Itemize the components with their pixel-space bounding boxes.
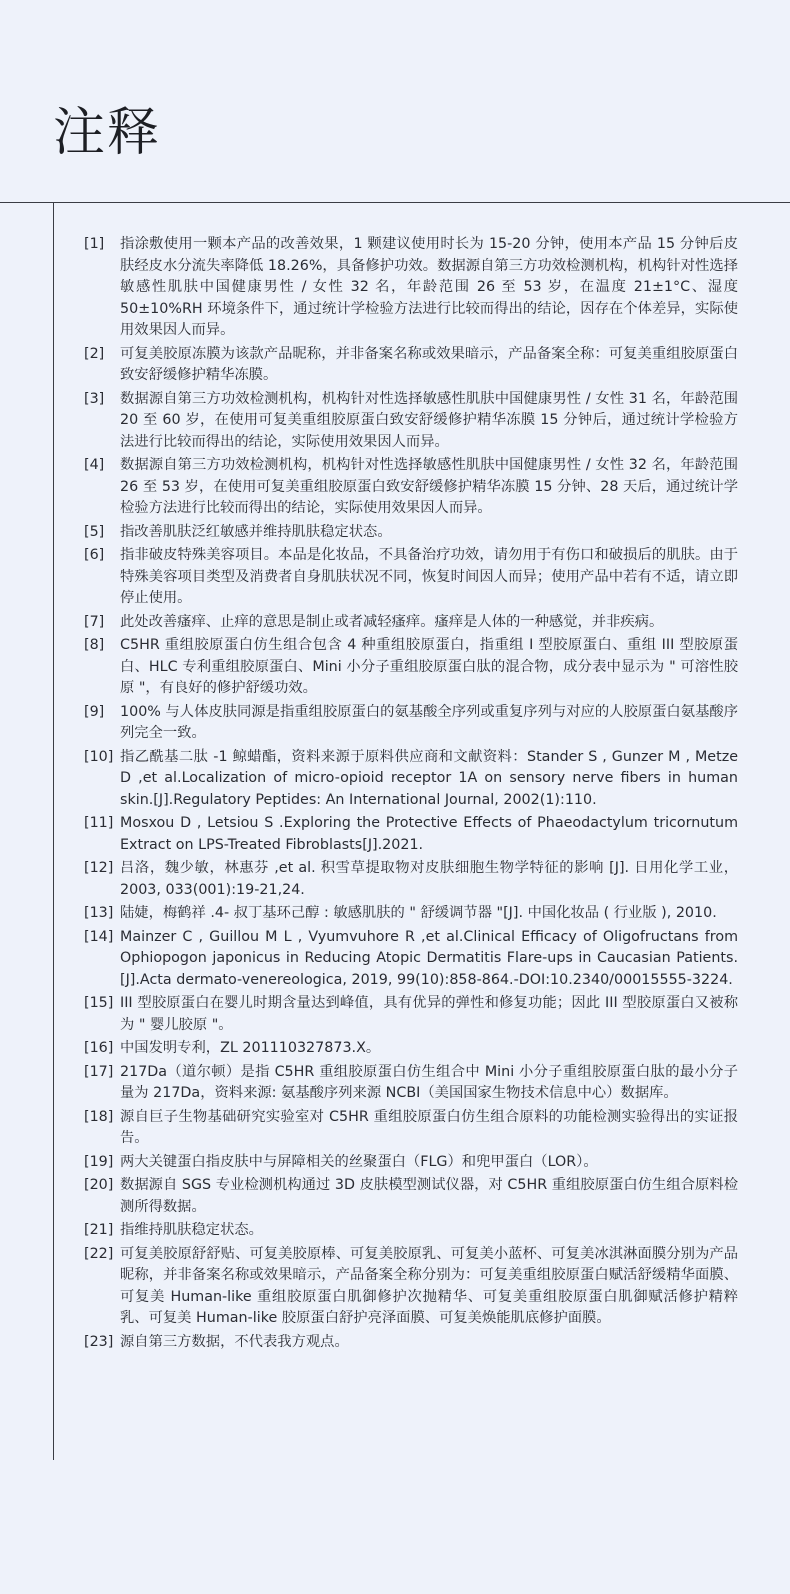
note-number: [8]: [84, 637, 105, 653]
horizontal-divider: [0, 202, 790, 203]
note-text: 指非破皮特殊美容项目。本品是化妆品，不具备治疗功效，请勿用于有伤口和破损后的肌肤。由于特殊美容项目类型及消费者自身肌肤状况不同，恢复时间因人而异；使用产品中若有不适，请立即停止使用。: [120, 547, 738, 606]
note-number: [19]: [84, 1153, 114, 1170]
note-number: [12]: [84, 860, 114, 876]
notes-list: [84, 234, 738, 1355]
note-text: 数据源自 SGS 专业检测机构通过 3D 皮肤模型测试仪器，对 C5HR 重组胶原蛋白仿生组合原料检测所得数据。: [120, 1177, 738, 1215]
note-text: 217Da（道尔顿）是指 C5HR 重组胶原蛋白仿生组合中 Mini 小分子重组胶原蛋白肽的最小分子量为 217Da，资料来源: 氨基酸序列来源 NCBI（美国国家生物技术信息中心）数据库。: [120, 1063, 738, 1101]
note-text: III 型胶原蛋白在婴儿时期含量达到峰值，具有优异的弹性和修复功能；因此 III 型胶原蛋白又被称为 " 婴儿胶原 "。: [120, 995, 738, 1033]
note-text: 指改善肌肤泛红敏感并维持肌肤稳定状态。: [120, 523, 392, 540]
note-number: [23]: [84, 1333, 114, 1350]
note-item: [84, 1107, 738, 1150]
note-text: Mosxou D , Letsiou S .Exploring the Protective Effects of Phaeodactylum tricornutum Extract on LPS-Treated Fibroblasts[J].2021.: [120, 815, 738, 853]
note-item: [84, 344, 738, 387]
note-text: Mainzer C , Guillou M L , Vyumvuhore R ,et al.Clinical Efficacy of Oligofructans from Ophiopogon japonicus in Reducing Atopic Dermatitis Flare-ups in Caucasian Patients.[J].Acta dermato-venereologica, 2019, 99(10):858-864.-DOI:10.2340/00015555-3224.: [120, 928, 738, 988]
note-item: [84, 1244, 738, 1330]
note-number: [16]: [84, 1040, 114, 1056]
note-item: [84, 1152, 738, 1174]
note-item: [84, 1175, 738, 1218]
note-number: [15]: [84, 995, 114, 1011]
note-text: 指维持肌肤稳定状态。: [120, 1222, 263, 1238]
note-text: 数据源自第三方功效检测机构，机构针对性选择敏感性肌肤中国健康男性 / 女性 32 名，年龄范围 26 至 53 岁，在使用可复美重组胶原蛋白致安舒缓修护精华冻膜 15 分钟、28 天后，通过统计学检验方法进行比较而得出的结论，实际使用效果因人而异。: [120, 457, 738, 516]
note-text: 吕洛，魏少敏，林惠芬 ,et al. 积雪草提取物对皮肤细胞生物学特征的影响 [J]. 日用化学工业，2003, 033(001):19-21,24.: [120, 860, 738, 898]
note-text: 指乙酰基二肽 -1 鲸蜡酯，资料来源于原料供应商和文献资料：Stander S , Gunzer M , Metze D ,et al.Localization of micro-opioid receptor 1A on sensory nerve fibers in human skin.[J].Regulatory Peptides: An International Journal, 2002(1):110.: [120, 748, 738, 808]
note-item: [84, 1038, 738, 1060]
note-item: [84, 702, 738, 745]
note-item: [84, 389, 738, 454]
note-text: 此处改善瘙痒、止痒的意思是制止或者减轻瘙痒。瘙痒是人体的一种感觉，并非疾病。: [120, 613, 664, 630]
note-number: [3]: [84, 390, 105, 407]
note-number: [22]: [84, 1245, 114, 1262]
note-item: [84, 1332, 738, 1354]
note-item: [84, 858, 738, 901]
note-item: [84, 1220, 738, 1242]
note-text: 中国发明专利，ZL 201110327873.X。: [120, 1040, 381, 1056]
note-number: [9]: [84, 703, 105, 720]
note-number: [14]: [84, 928, 114, 945]
note-item: [84, 903, 738, 925]
note-item: [84, 545, 738, 610]
note-item: [84, 612, 738, 634]
note-number: [5]: [84, 523, 105, 540]
note-text: 100% 与人体皮肤同源是指重组胶原蛋白的氨基酸全序列或重复序列与对应的人胶原蛋白氨基酸序列完全一致。: [120, 703, 738, 741]
note-number: [20]: [84, 1177, 114, 1193]
note-text: 可复美胶原冻膜为该款产品昵称，并非备案名称或效果暗示，产品备案全称：可复美重组胶原蛋白致安舒缓修护精华冻膜。: [120, 345, 738, 383]
note-number: [1]: [84, 236, 105, 252]
note-item: [84, 635, 738, 700]
note-number: [10]: [84, 748, 114, 765]
note-number: [17]: [84, 1063, 114, 1080]
note-item: [84, 455, 738, 520]
note-text: 源自第三方数据，不代表我方观点。: [120, 1333, 349, 1350]
note-number: [21]: [84, 1222, 114, 1238]
note-item: [84, 747, 738, 812]
note-item: [84, 234, 738, 342]
note-item: [84, 1062, 738, 1105]
note-item: [84, 813, 738, 856]
note-number: [18]: [84, 1108, 114, 1125]
note-text: 数据源自第三方功效检测机构，机构针对性选择敏感性肌肤中国健康男性 / 女性 31 名，年龄范围 20 至 60 岁，在使用可复美重组胶原蛋白致安舒缓修护精华冻膜 15 分钟后，通过统计学检验方法进行比较而得出的结论，实际使用效果因人而异。: [120, 390, 738, 450]
note-number: [2]: [84, 345, 105, 362]
note-item: [84, 993, 738, 1036]
note-text: 可复美胶原舒舒贴、可复美胶原棒、可复美胶原乳、可复美小蓝杯、可复美冰淇淋面膜分别为产品昵称，并非备案名称或效果暗示，产品备案全称分别为：可复美重组胶原蛋白赋活舒缓精华面膜、可复美 Human-like 重组胶原蛋白肌御修护次抛精华、可复美重组胶原蛋白肌御赋活修护精粹乳、可复美 Human-like 胶原蛋白舒护亮泽面膜、可复美焕能肌底修护面膜。: [120, 1245, 738, 1326]
note-number: [11]: [84, 815, 114, 831]
note-text: 陆婕，梅鹤祥 .4- 叔丁基环己醇 : 敏感肌肤的 " 舒缓调节器 "[J]. 中国化妆品 ( 行业版 ), 2010.: [120, 905, 717, 921]
vertical-divider: [53, 202, 54, 1460]
note-number: [13]: [84, 905, 114, 921]
note-text: C5HR 重组胶原蛋白仿生组合包含 4 种重组胶原蛋白，指重组 I 型胶原蛋白、重组 III 型胶原蛋白、HLC 专利重组胶原蛋白、Mini 小分子重组胶原蛋白肽的混合物，成分表中显示为 " 可溶性胶原 "，有良好的修护舒缓功效。: [120, 637, 738, 696]
page-title: 注释: [53, 103, 162, 163]
note-text: 源自巨子生物基础研究实验室对 C5HR 重组胶原蛋白仿生组合原料的功能检测实验得出的实证报告。: [120, 1108, 738, 1146]
note-item: [84, 927, 738, 992]
note-number: [4]: [84, 457, 105, 473]
note-text: 指涂敷使用一颗本产品的改善效果，1 颗建议使用时长为 15-20 分钟，使用本产品 15 分钟后皮肤经皮水分流失率降低 18.26%，具备修护功效。数据源自第三方功效检测机构，机构针对性选择敏感性肌肤中国健康男性 / 女性 32 名，年龄范围 26 至 53 岁，在温度 21±1°C、湿度 50±10%RH 环境条件下，通过统计学检验方法进行比较而得出的结论，因存在个体差异，实际使用效果因人而异。: [120, 236, 738, 338]
note-number: [6]: [84, 547, 105, 563]
note-text: 两大关键蛋白指皮肤中与屏障相关的丝聚蛋白（FLG）和兜甲蛋白（LOR）。: [120, 1153, 598, 1170]
note-item: [84, 522, 738, 544]
note-number: [7]: [84, 613, 105, 630]
